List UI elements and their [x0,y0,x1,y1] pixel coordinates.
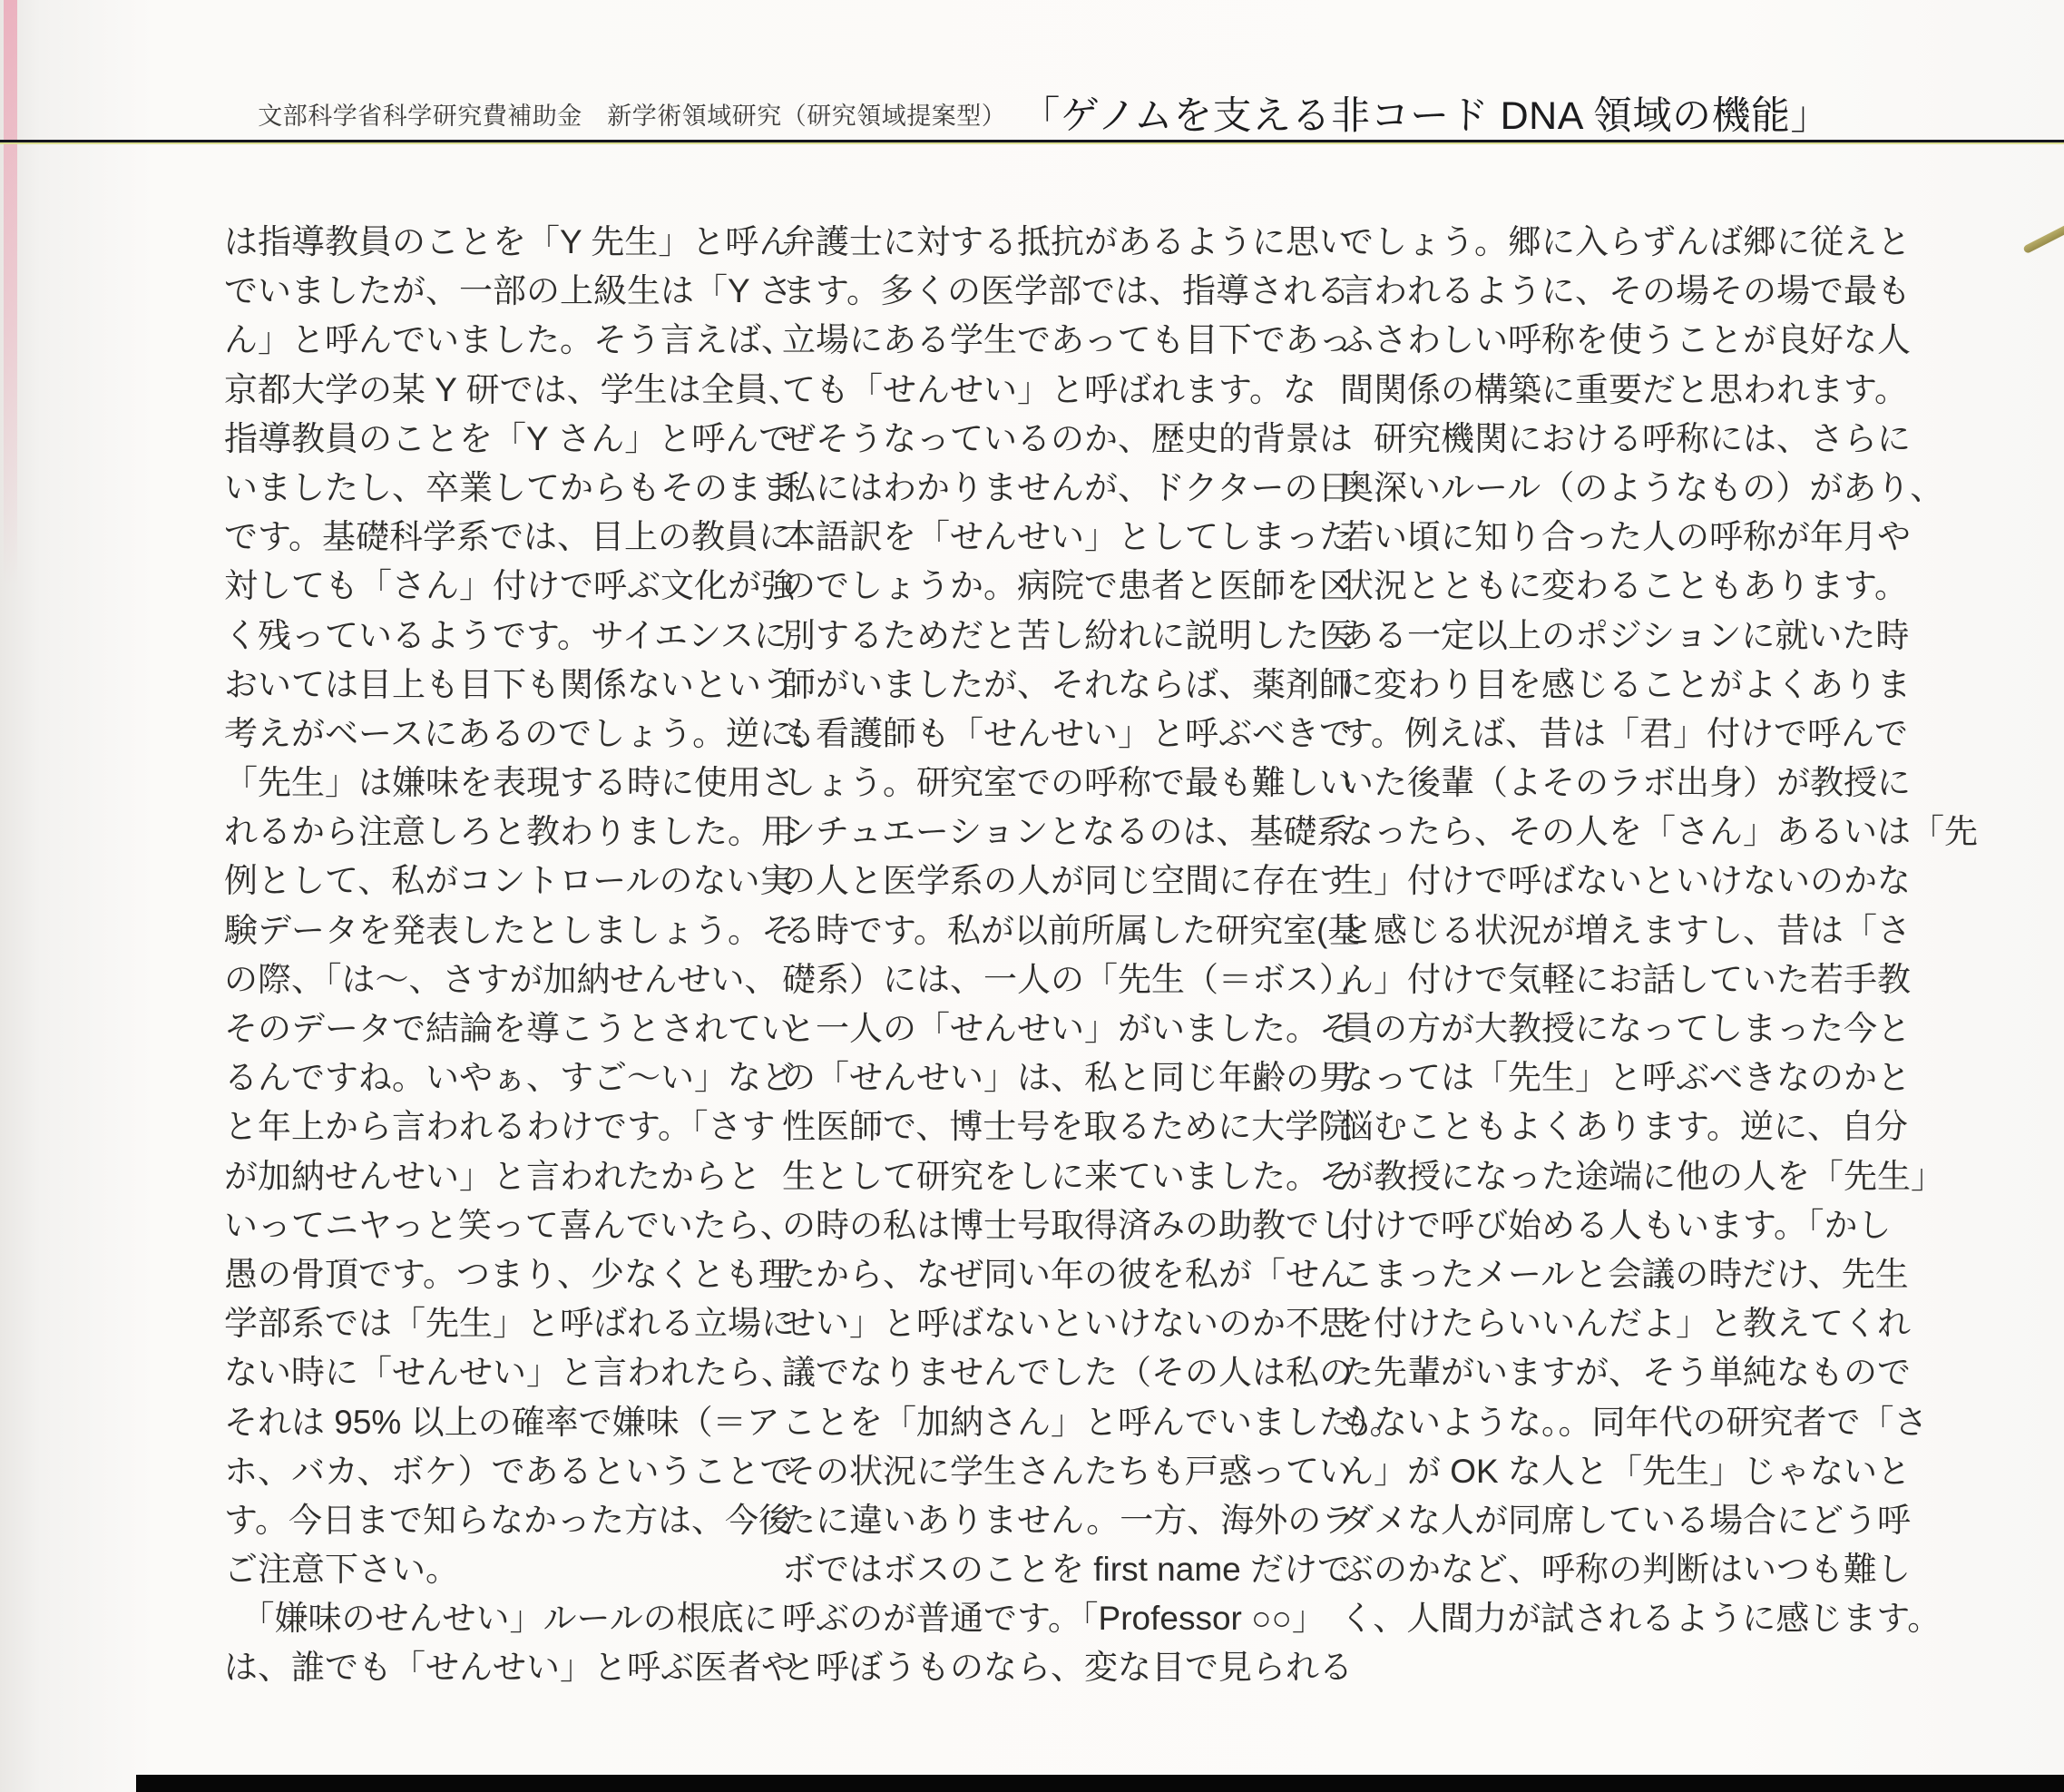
text-line: ある一定以上のポジションに就いた時 [1340,616,1910,654]
text-line: が教授になった途端に他の人を「先生」 [1340,1157,1944,1195]
text-line: 言われるように、その場その場で最も [1340,272,1911,310]
text-line: の人と医学系の人が同じ空間に存在す [782,862,1353,900]
text-line: 対しても「さん」付けで呼ぶ文化が強 [224,567,795,605]
text-line: れるから注意しろと教わりました。用 [224,813,795,851]
text-line: ことを「加納さん」と呼んでいました）。 [782,1403,1404,1441]
text-line: ない時に「せんせい」と言われたら、 [224,1354,795,1392]
text-line: 愚の骨頂です。つまり、少なくとも理 [224,1255,793,1293]
text-line: 員の方が大教授になってしまった今と [1340,1010,1911,1047]
text-line: た先輩がいますが、そう単純なもので [1340,1354,1911,1392]
text-line: は指導教員のことを「Y 先生」と呼ん [224,223,793,260]
text-line: と一人の「せんせい」がいました。そ [782,1010,1353,1047]
text-line: ん」と呼んでいました。そう言えば、 [224,321,795,359]
text-column-1 [224,218,827,1693]
text-line: 間関係の構築に重要だと思われます。 [1340,370,1909,408]
text-line: それは 95% 以上の確率で嫌味（＝ア [224,1403,780,1441]
text-line: 性医師で、博士号を取るために大学院 [782,1108,1353,1146]
scan-bottom-bar [136,1775,2064,1792]
text-line: る時です。私が以前所属した研究室(基 [782,911,1362,949]
text-line: 生として研究をしに来ていました。そ [782,1157,1353,1195]
text-line: いってニヤっと笑って喜んでいたら、 [224,1206,794,1244]
text-line: 指導教員のことを「Y さん」と呼んで [224,419,793,457]
text-line: せい」と呼ばないといけないのか不思 [782,1305,1353,1343]
grant-program-label: 文部科学省科学研究費補助金 新学術領域研究（研究領域提案型） [258,103,1007,130]
text-line: と感じる状況が増えますし、昔は「さ [1340,911,1911,949]
text-line: 本語訳を「せんせい」としてしまった [782,518,1353,556]
text-line: しょう。研究室での呼称で最も難しい [782,764,1353,802]
text-line: 立場にある学生であっても目下であっ [782,321,1353,359]
text-line: 生」付けで呼ばないといけないのかな [1340,862,1911,900]
text-line: 験データを発表したとしましょう。そ [224,911,795,949]
text-line: たに違いありません。一方、海外のラ [782,1501,1355,1539]
text-line: が加納せんせい」と言われたからと [224,1157,761,1195]
text-line: く、人間力が試されるように感じます。 [1340,1600,1942,1638]
page-header [0,0,1830,138]
header-rule [0,140,2064,144]
text-line: ん」が OK な人と「先生」じゃないと [1340,1452,1912,1490]
text-line: 師がいましたが、それならば、薬剤師 [782,665,1353,703]
text-line: 奥深いルール（のようなもの）があり、 [1340,468,1944,506]
text-line: 弁護士に対する抵抗があるように思い [782,223,1353,260]
text-line: 学部系では「先生」と呼ばれる立場に [224,1305,795,1343]
text-line: いた後輩（よそのラボ出身）が教授に [1340,764,1911,802]
text-line: 別するためだと苦し紛れに説明した医 [782,616,1353,654]
text-line: のでしょうか。病院で患者と医師を区 [782,567,1353,605]
text-line: そのデータで結論を導こうとされてい [224,1010,795,1047]
text-line: おいては目上も目下も関係ないという [224,665,795,703]
text-line: 礎系）には、一人の「先生（＝ボス）」 [782,960,1370,998]
text-line: たから、なぜ同い年の彼を私が「せん [782,1255,1353,1293]
text-line: 研究機関における呼称には、さらに [1340,419,1911,457]
text-line: なっては「先生」と呼ぶべきなのかと [1340,1059,1911,1097]
text-line: 呼ぶのが普通です。「Professor ○○」 [782,1600,1325,1638]
text-line: ダメな人が同席している場合にどう呼 [1340,1501,1911,1539]
text-line: に変わり目を感じることがよくありま [1340,665,1911,703]
text-line: ボではボスのことを first name だけで [782,1551,1351,1589]
text-line: 京都大学の某 Y 研では、学生は全員、 [224,370,802,408]
text-line: 「先生」は嫌味を表現する時に使用さ [224,764,795,802]
text-line: なったら、その人を「さん」あるいは「先 [1340,813,1978,851]
text-line: るんですね。いやぁ、すご〜い」など [224,1059,795,1097]
text-line: ぶのかなど、呼称の判断はいつも難し [1340,1551,1911,1589]
text-line: 私にはわかりませんが、ドクターの日 [782,468,1352,506]
text-line: ぜそうなっているのか、歴史的背景は [782,419,1353,457]
text-line: ふさわしい呼称を使うことが良好な人 [1340,321,1911,359]
text-line: ん」付けで気軽にお話していた若手教 [1340,960,1911,998]
text-line: でいましたが、一部の上級生は「Y さ [224,272,793,310]
text-line: こまったメールと会議の時だけ、先生 [1340,1255,1909,1293]
text-line: を付けたらいいんだよ」と教えてくれ [1340,1305,1911,1343]
pen-mark-artifact [2022,222,2064,254]
text-line: す。今日まで知らなかった方は、今後 [224,1501,793,1539]
text-column-3 [1340,218,1978,1643]
text-line: シチュエーションとなるのは、基礎系 [782,813,1351,851]
text-line: 例として、私がコントロールのない実 [224,862,794,900]
text-line: 付けで呼び始める人もいます。「かし [1340,1206,1892,1244]
text-line: く残っているようです。サイエンスに [224,616,787,654]
page-title: 「ゲノムを支える非コード DNA 領域の機能」 [1021,94,1830,138]
text-line: と年上から言われるわけです。「さす [224,1108,776,1146]
text-line: 考えがベースにあるのでしょう。逆に、 [224,714,827,752]
text-line: でしょう。郷に入らずんば郷に従えと [1340,223,1911,260]
text-line: いましたし、卒業してからもそのまま [224,468,795,506]
text-line: ご注意下さい。 [224,1551,459,1589]
text-line: 悩むこともよくあります。逆に、自分 [1340,1108,1909,1146]
text-line: ます。多くの医学部では、指導される [782,272,1351,310]
text-line: の時の私は博士号取得済みの助教でし [782,1206,1353,1244]
text-line: と呼ぼうものなら、変な目で見られる [782,1649,1353,1687]
text-line: 状況とともに変わることもあります。 [1340,567,1909,605]
text-line: ホ、バカ、ボケ）であるということで [224,1452,794,1490]
text-line: です。基礎科学系では、目上の教員に [224,518,793,556]
text-column-2 [782,218,1404,1693]
text-line: も看護師も「せんせい」と呼ぶべきで [782,714,1353,752]
text-line: ても「せんせい」と呼ばれます。な [782,370,1317,408]
text-line: その状況に学生さんたちも戸惑ってい [782,1452,1353,1490]
text-line: 「嫌味のせんせい」ルールの根底に [224,1600,778,1638]
text-line: 若い頃に知り合った人の呼称が年月や [1340,518,1911,556]
text-line: は、誰でも「せんせい」と呼ぶ医者や [224,1649,795,1687]
text-line: の際、「は〜、さすが加納せんせい、 [224,960,778,998]
text-line: 議でなりませんでした（その人は私の [782,1354,1353,1392]
text-line: す。例えば、昔は「君」付けで呼んで [1340,714,1909,752]
text-line: もないような。。同年代の研究者で「さ [1340,1403,1928,1441]
text-line: の「せんせい」は、私と同じ年齢の男 [782,1059,1353,1097]
